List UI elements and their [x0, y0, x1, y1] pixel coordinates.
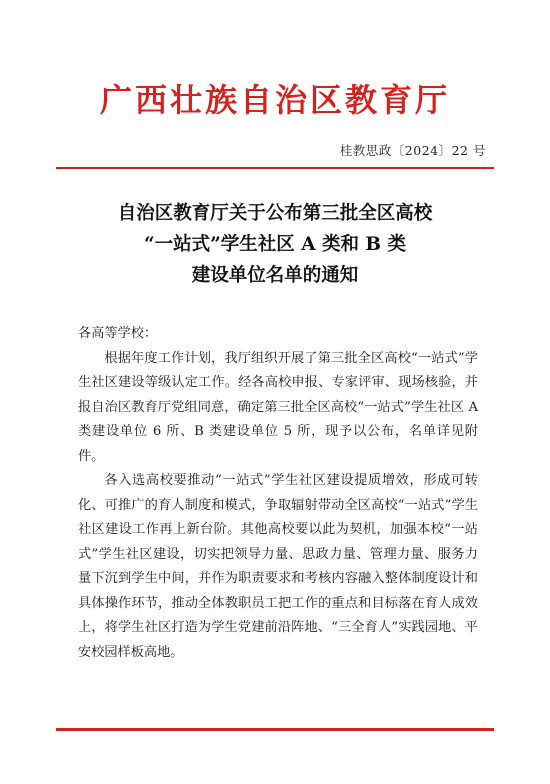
red-rule-top — [56, 167, 494, 169]
title-line-2: “一站式”学生社区 A 类和 B 类 — [143, 234, 407, 255]
document-number: 桂教思政〔2024〕22 号 — [339, 143, 486, 158]
paragraph-2: 各入选高校要推动“一站式”学生社区建设提质增效，形成可转化、可推广的育人制度和模式，争取辐射带动全区高校“一站式”学生社区建设工作再上新台阶。其他高校要以此为契机，加强本校“一站式”学生社区建设，切实把领导力量、思政力量、管理力量、服务力量下沉到学生中间，并作为职责要求和考核内容融入整体制度设计和具体操作环节，推动全体教职员工把工作的重点和目标落在育人成效上，将学生社区打造为学生党建前沿阵地、“三全育人”实践园地、平安校园样板高地。 — [78, 473, 478, 660]
notice-body — [78, 322, 478, 665]
title-line-3: 建设单位名单的通知 — [191, 265, 359, 286]
letterhead-title: 广西壮族自治区教育厅 — [99, 81, 450, 119]
notice-title — [40, 198, 510, 291]
salutation: 各高等学校： — [78, 326, 158, 341]
red-rule-bottom — [56, 728, 494, 731]
paragraph-1: 根据年度工作计划，我厅组织开展了第三批全区高校“一站式”学生社区建设等级认定工作。经各高校申报、专家评审、现场核验，并报自治区教育厅党组同意，确定第三批全区高校“一站式”学生社区 A 类建设单位 6 所、B 类建设单位 5 所，现予以公布，名单详见附件。 — [78, 350, 478, 464]
title-line-1: 自治区教育厅关于公布第三批全区高校 — [117, 203, 433, 224]
